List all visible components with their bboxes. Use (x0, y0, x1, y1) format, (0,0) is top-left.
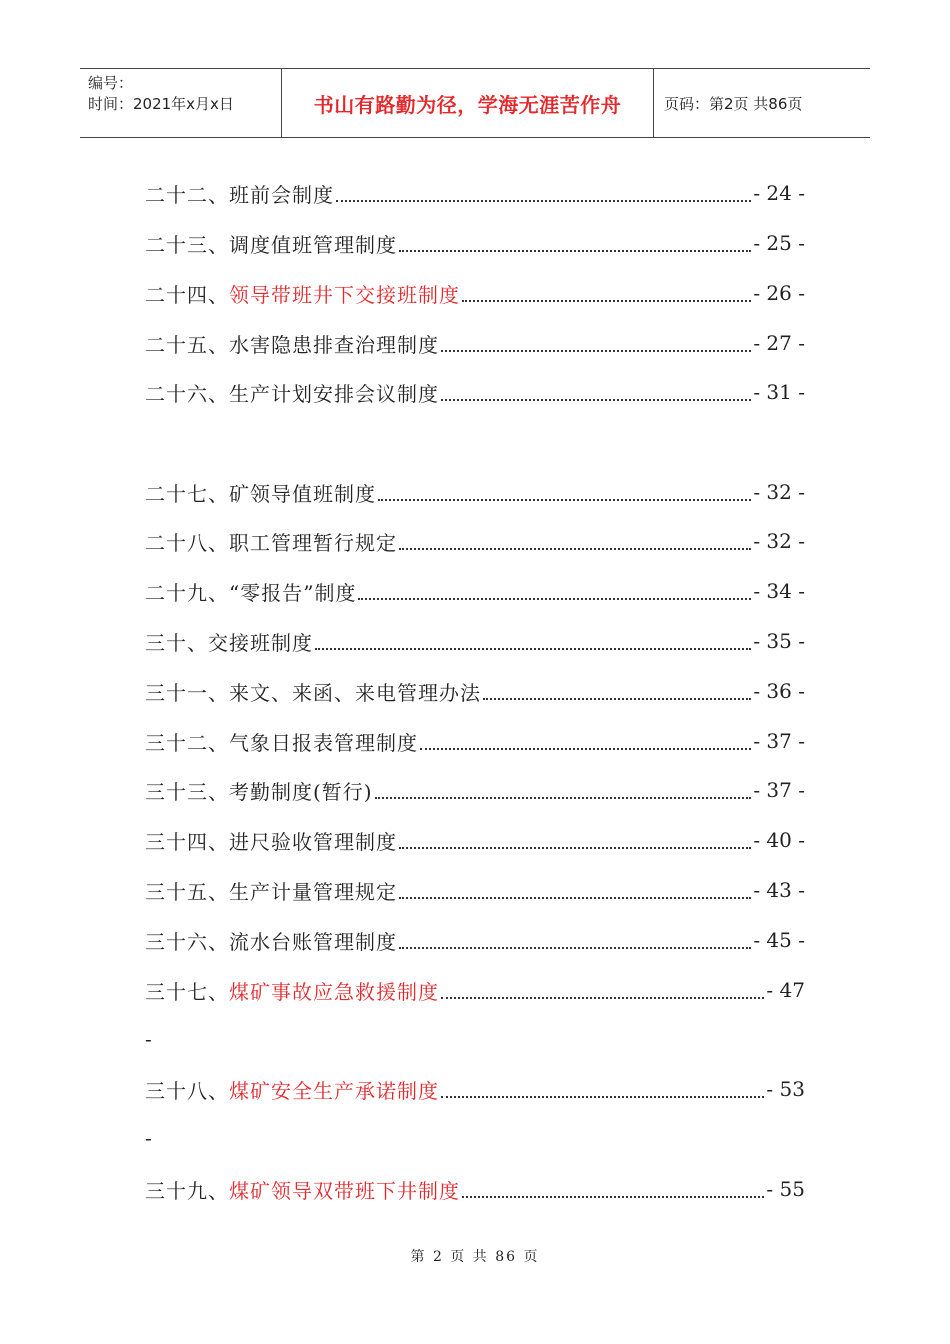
toc-entry-number: 二十九、 (145, 580, 229, 605)
dot-leader (358, 576, 751, 600)
page-footer: 第 2 页 共 86 页 (410, 1249, 540, 1265)
dot-leader (336, 178, 751, 202)
toc-entry-title: “零报告”制度 (229, 580, 357, 605)
dot-leader (441, 377, 751, 401)
dot-leader (462, 278, 751, 302)
toc-entry[interactable] (145, 367, 805, 417)
toc-entry-title: 考勤制度(暂行) (229, 779, 373, 804)
toc-entry-number: 三十四、 (145, 829, 229, 854)
dot-leader (462, 1174, 764, 1198)
toc-entry[interactable] (145, 1164, 805, 1214)
dot-leader (399, 875, 751, 899)
toc-entry[interactable] (145, 566, 805, 616)
toc-entry-number: 二十三、 (145, 232, 229, 257)
toc-entry-number: 二十五、 (145, 332, 229, 357)
toc-entry-page: - 40 - (753, 828, 805, 852)
toc-entry-title: 班前会制度 (229, 182, 334, 207)
toc-entry-page: - 35 - (753, 629, 805, 653)
toc-entry-page: - 24 - (753, 181, 805, 205)
wrapped-page-dash: - (145, 1126, 152, 1150)
toc-entry[interactable] (145, 616, 805, 666)
toc-entry-title: 进尺验收管理制度 (229, 829, 397, 854)
dot-leader (399, 825, 751, 849)
header-meta (80, 69, 282, 137)
toc-entry-title: 矿领导值班制度 (229, 481, 376, 506)
toc-entry-page: - 32 - (753, 529, 805, 553)
wrapped-page-dash: - (145, 1027, 152, 1051)
toc-entry[interactable] (145, 218, 805, 268)
toc-entry-number: 二十六、 (145, 381, 229, 406)
toc-entry-page: - 36 - (753, 679, 805, 703)
toc-entry[interactable] (145, 865, 805, 915)
toc-entry-page: - 43 - (753, 878, 805, 902)
dot-leader (483, 676, 751, 700)
toc-entry-page: - 55 (766, 1177, 805, 1201)
toc-entry-page: - 25 - (753, 231, 805, 255)
toc-entry-number: 三十六、 (145, 929, 229, 954)
dot-leader (315, 626, 751, 650)
toc-entry-number: 二十二、 (145, 182, 229, 207)
dot-leader (399, 228, 751, 252)
toc-entry-number: 二十七、 (145, 481, 229, 506)
toc-entry[interactable] (145, 815, 805, 865)
toc-entry-title: 领导带班井下交接班制度 (229, 282, 460, 307)
dot-leader (399, 526, 751, 550)
toc-entry[interactable] (145, 915, 805, 965)
toc-entry-number: 三十九、 (145, 1178, 229, 1203)
toc-entry-title: 气象日报表管理制度 (229, 730, 418, 755)
toc-entry-number: 三十八、 (145, 1078, 229, 1103)
toc-entry-page: - 34 - (753, 579, 805, 603)
toc-entry-number: 三十五、 (145, 879, 229, 904)
toc-entry[interactable] (145, 168, 805, 218)
dot-leader (378, 477, 751, 501)
toc-entry[interactable] (145, 467, 805, 517)
toc-entry-page: - 26 - (753, 281, 805, 305)
dot-leader (420, 726, 751, 750)
header-motto: 书山有路勤为径，学海无涯苦作舟 (282, 69, 654, 137)
toc-entry-page: - 37 - (753, 778, 805, 802)
toc-entry-number: 三十二、 (145, 730, 229, 755)
toc-entry[interactable] (145, 516, 805, 566)
dot-leader (399, 925, 751, 949)
toc-entry-number: 二十四、 (145, 282, 229, 307)
toc-entry-title: 调度值班管理制度 (229, 232, 397, 257)
toc-entry-title: 煤矿事故应急救援制度 (229, 979, 439, 1004)
toc-entry-title: 煤矿安全生产承诺制度 (229, 1078, 439, 1103)
dot-leader (375, 775, 752, 799)
dot-leader (441, 1074, 764, 1098)
toc-entry-title: 水害隐患排查治理制度 (229, 332, 439, 357)
toc-entry-title: 来文、来函、来电管理办法 (229, 680, 481, 705)
toc-entry[interactable] (145, 765, 805, 815)
toc-entry-page: - 27 - (753, 331, 805, 355)
page-header (80, 68, 870, 138)
toc-entry-number: 二十八、 (145, 530, 229, 555)
toc-entry-number: 三十三、 (145, 779, 229, 804)
toc-entry-number: 三十、 (145, 630, 208, 655)
toc-entry[interactable] (145, 318, 805, 368)
toc-entry[interactable] (145, 965, 805, 1015)
toc-entry-title: 流水台账管理制度 (229, 929, 397, 954)
toc-entry[interactable] (145, 716, 805, 766)
header-page-info: 页码：第2页 共86页 (664, 94, 803, 113)
toc-entry-title: 职工管理暂行规定 (229, 530, 397, 555)
toc-entry[interactable] (145, 1064, 805, 1114)
toc-entry[interactable] (145, 268, 805, 318)
number-label: 编号： (88, 74, 134, 92)
toc-entry-page: - 32 - (753, 480, 805, 504)
toc-entry-title: 生产计划安排会议制度 (229, 381, 439, 406)
toc-entry-page: - 37 - (753, 729, 805, 753)
toc-entry-number: 三十一、 (145, 680, 229, 705)
time-label: 时间：2021年x月x日 (88, 95, 234, 113)
toc-entry-page: - 47 (766, 978, 805, 1002)
dot-leader (441, 975, 764, 999)
toc-entry-title: 煤矿领导双带班下井制度 (229, 1178, 460, 1203)
dot-leader (441, 328, 751, 352)
toc-entry[interactable] (145, 666, 805, 716)
toc-entry-page: - 31 - (753, 380, 805, 404)
toc-entry-page: - 45 - (753, 928, 805, 952)
toc-entry-page: - 53 (766, 1077, 805, 1101)
toc-entry-title: 生产计量管理规定 (229, 879, 397, 904)
toc-entry-number: 三十七、 (145, 979, 229, 1004)
toc-entry-title: 交接班制度 (208, 630, 313, 655)
